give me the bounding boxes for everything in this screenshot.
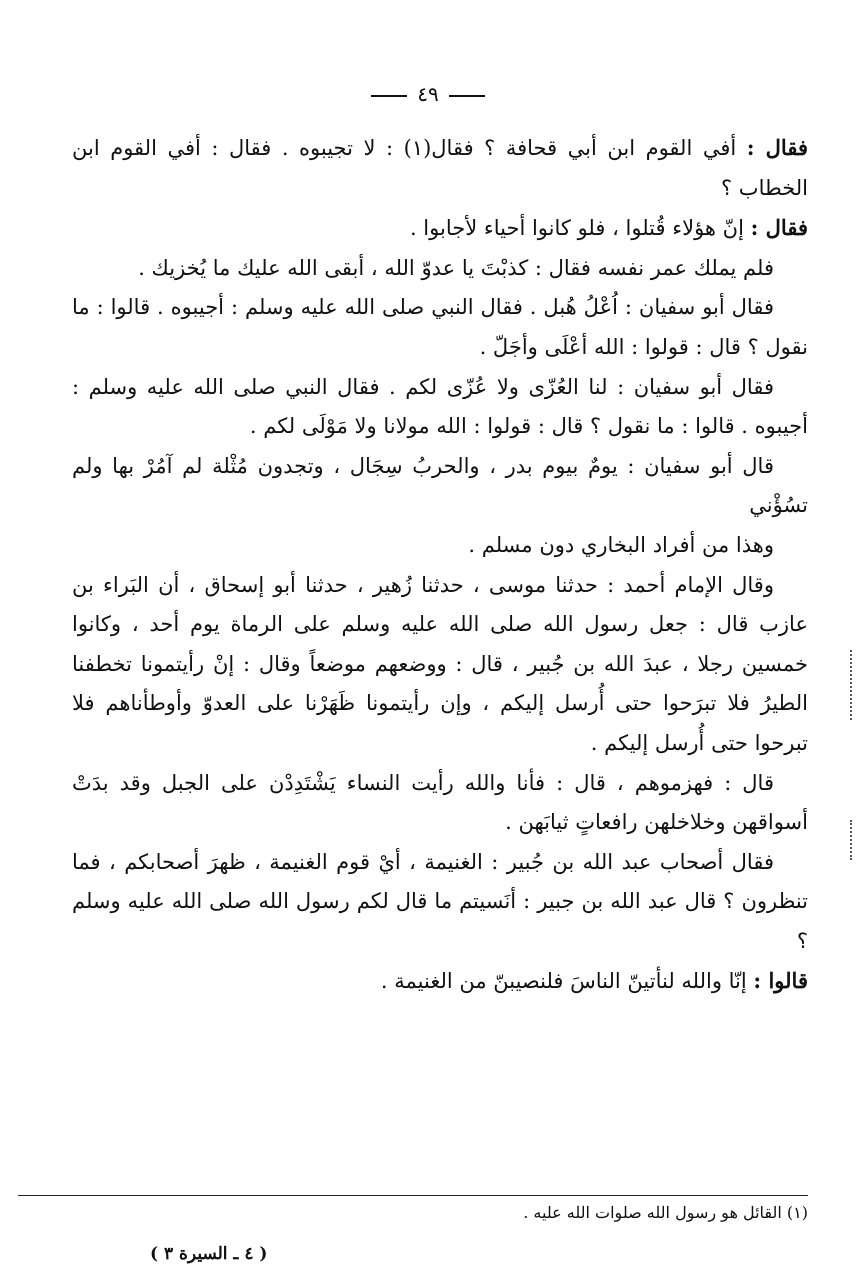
body-text <box>72 128 808 1002</box>
paragraph-text: قال : فهزموهم ، قال : فأنا والله رأيت النساء يَشْتَدِدْن على الجبل وقد بدَتْ أسواقهن وخلاخلهن رافعاتٍ ثيابَهن . <box>72 770 808 835</box>
dash-left <box>449 95 485 97</box>
paragraph-text: فلم يملك عمر نفسه فقال : كذبْتَ يا عدوّ الله ، أبقى الله عليك ما يُخزيك . <box>138 255 774 280</box>
paragraph <box>72 566 808 764</box>
paragraph-text: فقال أبو سفيان : اُعْلُ هُبل . فقال النبي صلى الله عليه وسلم : أجيبوه . قالوا : ما نقول ؟ قال : قولوا : الله أعْلَى وأجَلّ . <box>72 295 808 359</box>
paragraph-lead: فقال : <box>746 135 808 160</box>
paragraph <box>72 961 808 1002</box>
page-number-line <box>0 82 856 106</box>
paragraph <box>72 368 808 447</box>
paragraph <box>72 288 808 367</box>
paragraph <box>72 249 808 289</box>
paragraph <box>72 843 808 962</box>
paragraph-lead: فقال : <box>750 215 808 241</box>
paragraph <box>72 208 808 249</box>
margin-binding-mark <box>844 650 852 720</box>
page-number: ٤٩ <box>417 82 439 106</box>
footnote: (١) القائل هو رسول الله صلوات الله عليه . <box>523 1203 808 1222</box>
margin-binding-mark <box>844 820 852 860</box>
paragraph-text: فقال أبو سفيان : لنا العُزّى ولا عُزّى لكم . فقال النبي صلى الله عليه وسلم : أجيبوه . قالوا : ما نقول ؟ قال : قولوا : الله مولانا ولا مَوْلَى لكم . <box>72 374 808 439</box>
paragraph-text: فقال أصحاب عبد الله بن جُبير : الغنيمة ، أيْ قوم الغنيمة ، ظهرَ أصحابكم ، فما تنظرون ؟ قال عبد الله بن جبير : أنَسيتم ما قال لكم رسول الله صلى الله عليه وسلم ؟ <box>72 849 808 953</box>
paragraph <box>72 764 808 843</box>
paragraph-text: أفي القوم ابن أبي قحافة ؟ فقال(١) : لا تجيبوه . فقال : أفي القوم ابن الخطاب ؟ <box>72 136 808 200</box>
paragraph-text: وهذا من أفراد البخاري دون مسلم . <box>468 532 774 557</box>
paragraph-lead: قالوا : <box>753 968 808 994</box>
paragraph-text: إنّ هؤلاء قُتلوا ، فلو كانوا أحياء لأجابوا . <box>409 216 751 241</box>
paragraph-text: إنّا والله لنأتينّ الناسَ فلنصيبنّ من الغنيمة . <box>380 969 754 994</box>
paragraph <box>72 128 808 208</box>
dash-right <box>371 95 407 97</box>
footnote-divider <box>18 1195 808 1196</box>
paragraph-text: وقال الإمام أحمد : حدثنا موسى ، حدثنا زُهير ، حدثنا أبو إسحاق ، أن البَراء بن عازب قال : جعل رسول الله صلى الله عليه وسلم على الرماة يوم أحد ، وكانوا خمسين رجلا ، عبدَ الله بن جُبير ، قال : ووضعهم موضعاً وقال : إنْ رأيتمونا تخطفنا الطيرُ فلا تبرَحوا حتى أُرسل إليكم ، وإن رأيتمونا ظَهَرْنا على العدوّ وأوطأناهم فلا تبرحوا حتى أُرسل إليكم . <box>72 572 808 755</box>
paragraph <box>72 526 808 566</box>
paragraph <box>72 447 808 526</box>
signature-mark: ( ٤ ـ السيرة ٣ ) <box>150 1244 268 1264</box>
paragraph-text: قال أبو سفيان : يومٌ بيوم بدر ، والحربُ سِجَال ، وتجدون مُثْلة لم آمُرْ بها ولم تسُؤْني <box>72 453 808 518</box>
